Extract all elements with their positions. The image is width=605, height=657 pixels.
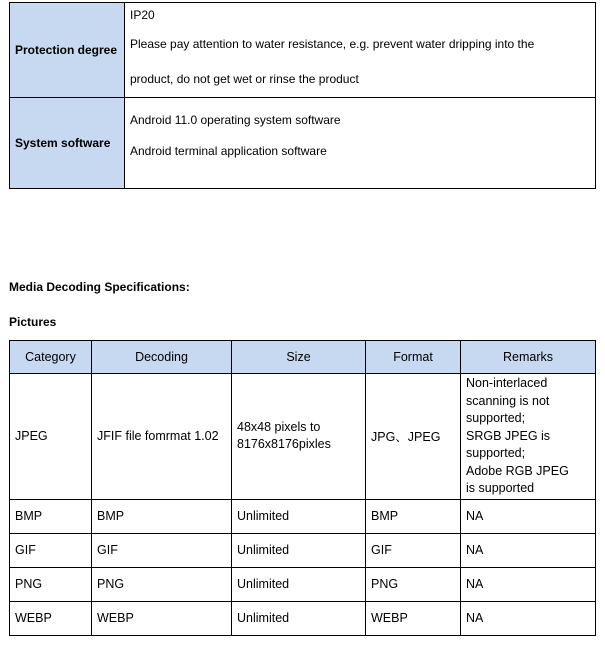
media-decoding-heading: Media Decoding Specifications: <box>9 280 190 294</box>
spec-row-system <box>10 98 596 189</box>
cell-category: PNG <box>10 567 92 601</box>
table-row <box>10 601 596 635</box>
spec-table <box>9 2 596 189</box>
column-header-remarks: Remarks <box>461 341 596 374</box>
remark-line: Non-interlaced <box>466 376 548 390</box>
spec-line: Please pay attention to water resistance, e.g. prevent water dripping into the <box>130 37 535 51</box>
cell-category: WEBP <box>10 601 92 635</box>
cell-remarks: NA <box>461 499 596 533</box>
table-row <box>10 567 596 601</box>
cell-size: 48x48 pixels to 8176x8176pixles <box>232 374 366 500</box>
spec-line: product, do not get wet or rinse the product <box>130 72 359 86</box>
cell-category: BMP <box>10 499 92 533</box>
cell-decoding: PNG <box>92 567 232 601</box>
spec-label-protection: Protection degree <box>10 3 125 98</box>
remark-line: supported; <box>466 411 526 425</box>
cell-decoding: JFIF file fomrmat 1.02 <box>92 374 232 500</box>
cell-format: GIF <box>366 533 461 567</box>
table-row <box>10 499 596 533</box>
spec-line: Android terminal application software <box>130 144 327 158</box>
remark-line: scanning is not <box>466 393 550 408</box>
remark-line: is supported <box>466 481 535 495</box>
spec-line: Android 11.0 operating system software <box>130 113 341 127</box>
remark-line: Adobe RGB JPEG <box>466 463 569 478</box>
cell-decoding: BMP <box>92 499 232 533</box>
cell-remarks <box>461 374 596 500</box>
cell-format: WEBP <box>366 601 461 635</box>
cell-format: JPG、JPEG <box>366 374 461 500</box>
cell-size: Unlimited <box>232 601 366 635</box>
column-header-category: Category <box>10 341 92 374</box>
spec-value-protection <box>125 3 596 98</box>
cell-remarks: NA <box>461 533 596 567</box>
spec-label-system: System software <box>10 98 125 189</box>
spec-line: IP20 <box>130 8 155 22</box>
column-header-size: Size <box>232 341 366 374</box>
table-header-row <box>10 341 596 374</box>
cell-format: BMP <box>366 499 461 533</box>
cell-remarks: NA <box>461 567 596 601</box>
cell-format: PNG <box>366 567 461 601</box>
table-row <box>10 533 596 567</box>
cell-category: GIF <box>10 533 92 567</box>
cell-remarks: NA <box>461 601 596 635</box>
column-header-decoding: Decoding <box>92 341 232 374</box>
pictures-table <box>9 340 596 636</box>
cell-size: Unlimited <box>232 499 366 533</box>
spec-value-system <box>125 98 596 189</box>
column-header-format: Format <box>366 341 461 374</box>
spec-row-protection <box>10 3 596 98</box>
pictures-heading: Pictures <box>9 315 57 329</box>
remark-line: supported; <box>466 446 526 460</box>
cell-size: Unlimited <box>232 567 366 601</box>
remark-line: SRGB JPEG is <box>466 428 551 443</box>
cell-category: JPEG <box>10 374 92 500</box>
table-row <box>10 374 596 500</box>
cell-decoding: WEBP <box>92 601 232 635</box>
cell-size: Unlimited <box>232 533 366 567</box>
cell-decoding: GIF <box>92 533 232 567</box>
